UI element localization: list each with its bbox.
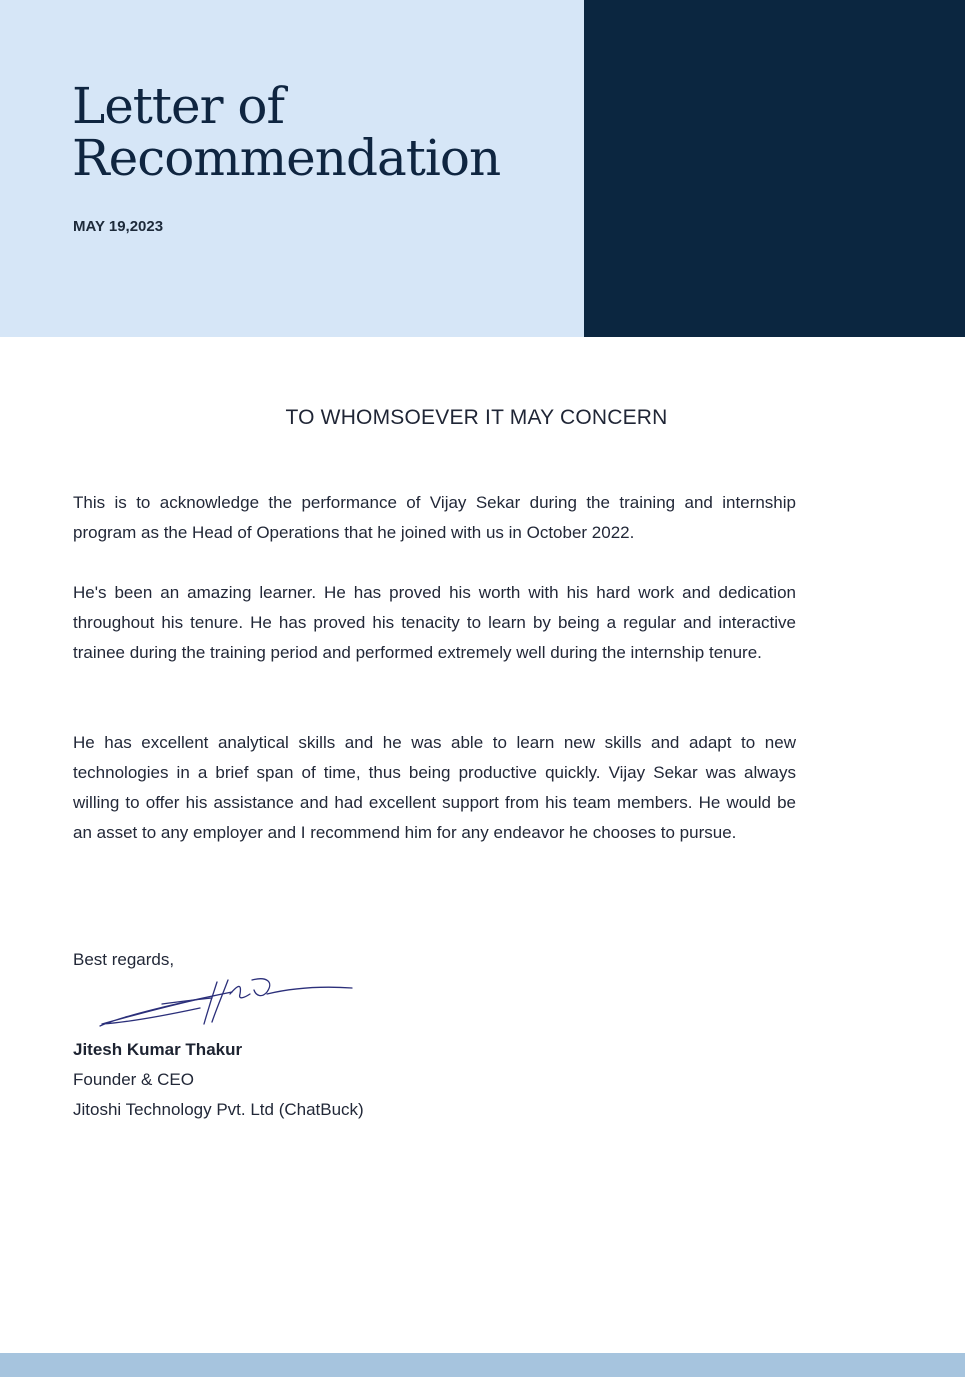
header-dark-panel (584, 0, 965, 337)
signatory-company: Jitoshi Technology Pvt. Ltd (ChatBuck) (73, 1100, 364, 1119)
signatory-role: Founder & CEO (73, 1070, 194, 1089)
closing: Best regards, (73, 950, 175, 969)
paragraph-2: He's been an amazing learner. He has proved his worth with his hard work and dedication throughout his tenure. He has proved his tenacity to learn by being a regular and interactive trainee during the training period and performed extremely well during the internship tenure. (73, 583, 796, 662)
title-line-1: Letter of (72, 77, 284, 135)
paragraph-3: He has excellent analytical skills and he was able to learn new skills and adapt to new technologies in a brief span of time, thus being productive quickly. Vijay Sekar was always willing to offer his assistance and had excellent support from his team members. He would be an asset to any employer and I recommend him for any endeavor he chooses to pursue. (73, 733, 796, 842)
footer-bar (0, 1353, 965, 1377)
salutation: TO WHOMSOEVER IT MAY CONCERN (285, 406, 668, 429)
paragraph-1: This is to acknowledge the performance of Vijay Sekar during the training and internship program as the Head of Operations that he joined with us in October 2022. (73, 493, 796, 542)
title-line-2: Recommendation (72, 129, 501, 187)
header-light-panel (0, 0, 584, 337)
letter-date: MAY 19,2023 (73, 218, 164, 235)
signature-image (92, 972, 357, 1032)
signatory-name: Jitesh Kumar Thakur (73, 1040, 243, 1059)
page-title (72, 77, 501, 187)
